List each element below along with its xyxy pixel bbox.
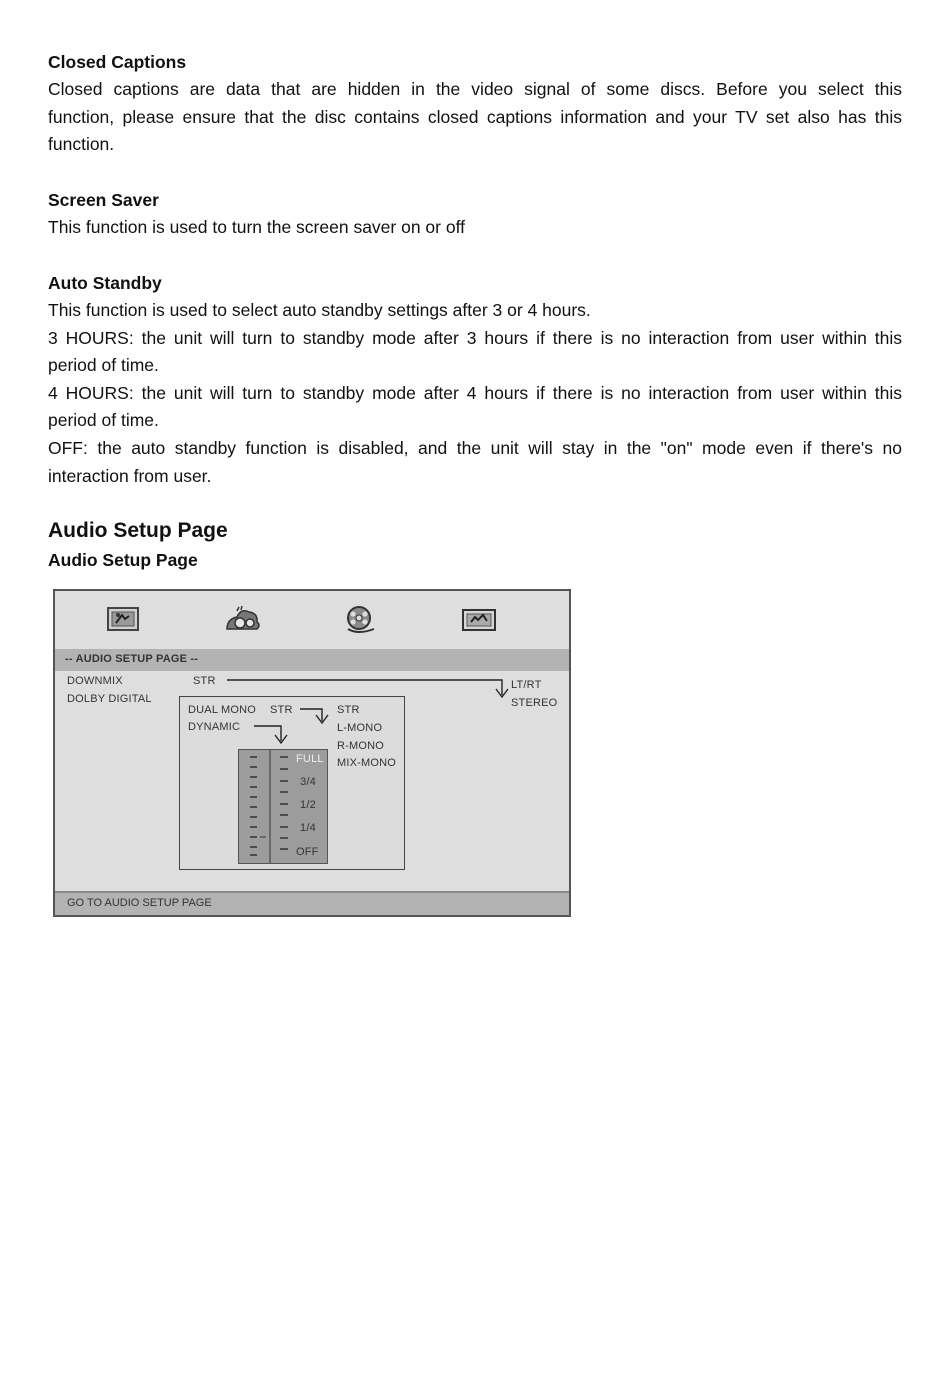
text-line: This function is used to turn the screen saver on or off bbox=[48, 217, 465, 237]
dual-mono-option-str[interactable]: STR bbox=[337, 704, 360, 716]
menu-item-dolby-digital[interactable]: DOLBY DIGITAL bbox=[67, 693, 152, 705]
dual-mono-current-value: STR bbox=[270, 704, 293, 716]
osd-footer-bar bbox=[55, 891, 569, 915]
subheading-audio-setup: Audio Setup Page bbox=[48, 550, 198, 570]
heading-auto-standby: Auto Standby bbox=[48, 273, 162, 293]
text-line: 3 HOURS: the unit will turn to standby mode after 3 hours if there is no interaction from user within this bbox=[48, 327, 902, 348]
downmix-option-stereo[interactable]: STEREO bbox=[511, 697, 558, 709]
dolby-item-dynamic[interactable]: DYNAMIC bbox=[188, 721, 241, 733]
dual-mono-option-mix-mono[interactable]: MIX-MONO bbox=[337, 757, 397, 769]
audio-setup-osd-figure bbox=[53, 589, 571, 917]
text-line: function, please ensure that the disc contains closed captions information and your TV set also has this bbox=[48, 106, 902, 127]
text-line: period of time. bbox=[48, 355, 159, 376]
paragraph-auto-standby bbox=[48, 297, 902, 490]
heading-audio-setup: Audio Setup Page bbox=[48, 519, 228, 542]
dual-mono-option-l-mono[interactable]: L-MONO bbox=[337, 722, 383, 734]
dynamic-level-full[interactable]: FULL bbox=[296, 753, 324, 765]
downmix-option-ltrt[interactable]: LT/RT bbox=[511, 679, 542, 691]
dynamic-level-1-2[interactable]: 1/2 bbox=[300, 799, 316, 811]
text-line: Closed captions are data that are hidden in the video signal of some discs. Before you select this bbox=[48, 79, 902, 99]
paragraph-screen-saver bbox=[48, 214, 902, 242]
heading-screen-saver: Screen Saver bbox=[48, 190, 159, 210]
osd-connector-lines bbox=[55, 591, 569, 915]
text-line: period of time. bbox=[48, 410, 159, 431]
text-line: This function is used to select auto standby settings after 3 or 4 hours. bbox=[48, 300, 591, 320]
text-line: interaction from user. bbox=[48, 465, 212, 486]
text-line: function. bbox=[48, 134, 115, 155]
text-line: OFF: the auto standby function is disabled, and the unit will stay in the "on" mode even if there's no bbox=[48, 437, 902, 458]
osd-footer-text: GO TO AUDIO SETUP PAGE bbox=[67, 897, 212, 909]
downmix-current-value: STR bbox=[193, 675, 216, 687]
dual-mono-option-r-mono[interactable]: R-MONO bbox=[337, 740, 385, 752]
dynamic-level-3-4[interactable]: 3/4 bbox=[300, 776, 316, 788]
menu-item-downmix[interactable]: DOWNMIX bbox=[67, 675, 123, 687]
osd-title: -- AUDIO SETUP PAGE -- bbox=[65, 653, 199, 665]
paragraph-closed-captions bbox=[48, 76, 902, 159]
heading-closed-captions: Closed Captions bbox=[48, 52, 187, 72]
dynamic-level-1-4[interactable]: 1/4 bbox=[300, 822, 316, 834]
dynamic-level-off[interactable]: OFF bbox=[296, 846, 319, 858]
text-line: 4 HOURS: the unit will turn to standby mode after 4 hours if there is no interaction from user within this bbox=[48, 382, 902, 403]
dolby-item-dual-mono[interactable]: DUAL MONO bbox=[188, 704, 257, 716]
